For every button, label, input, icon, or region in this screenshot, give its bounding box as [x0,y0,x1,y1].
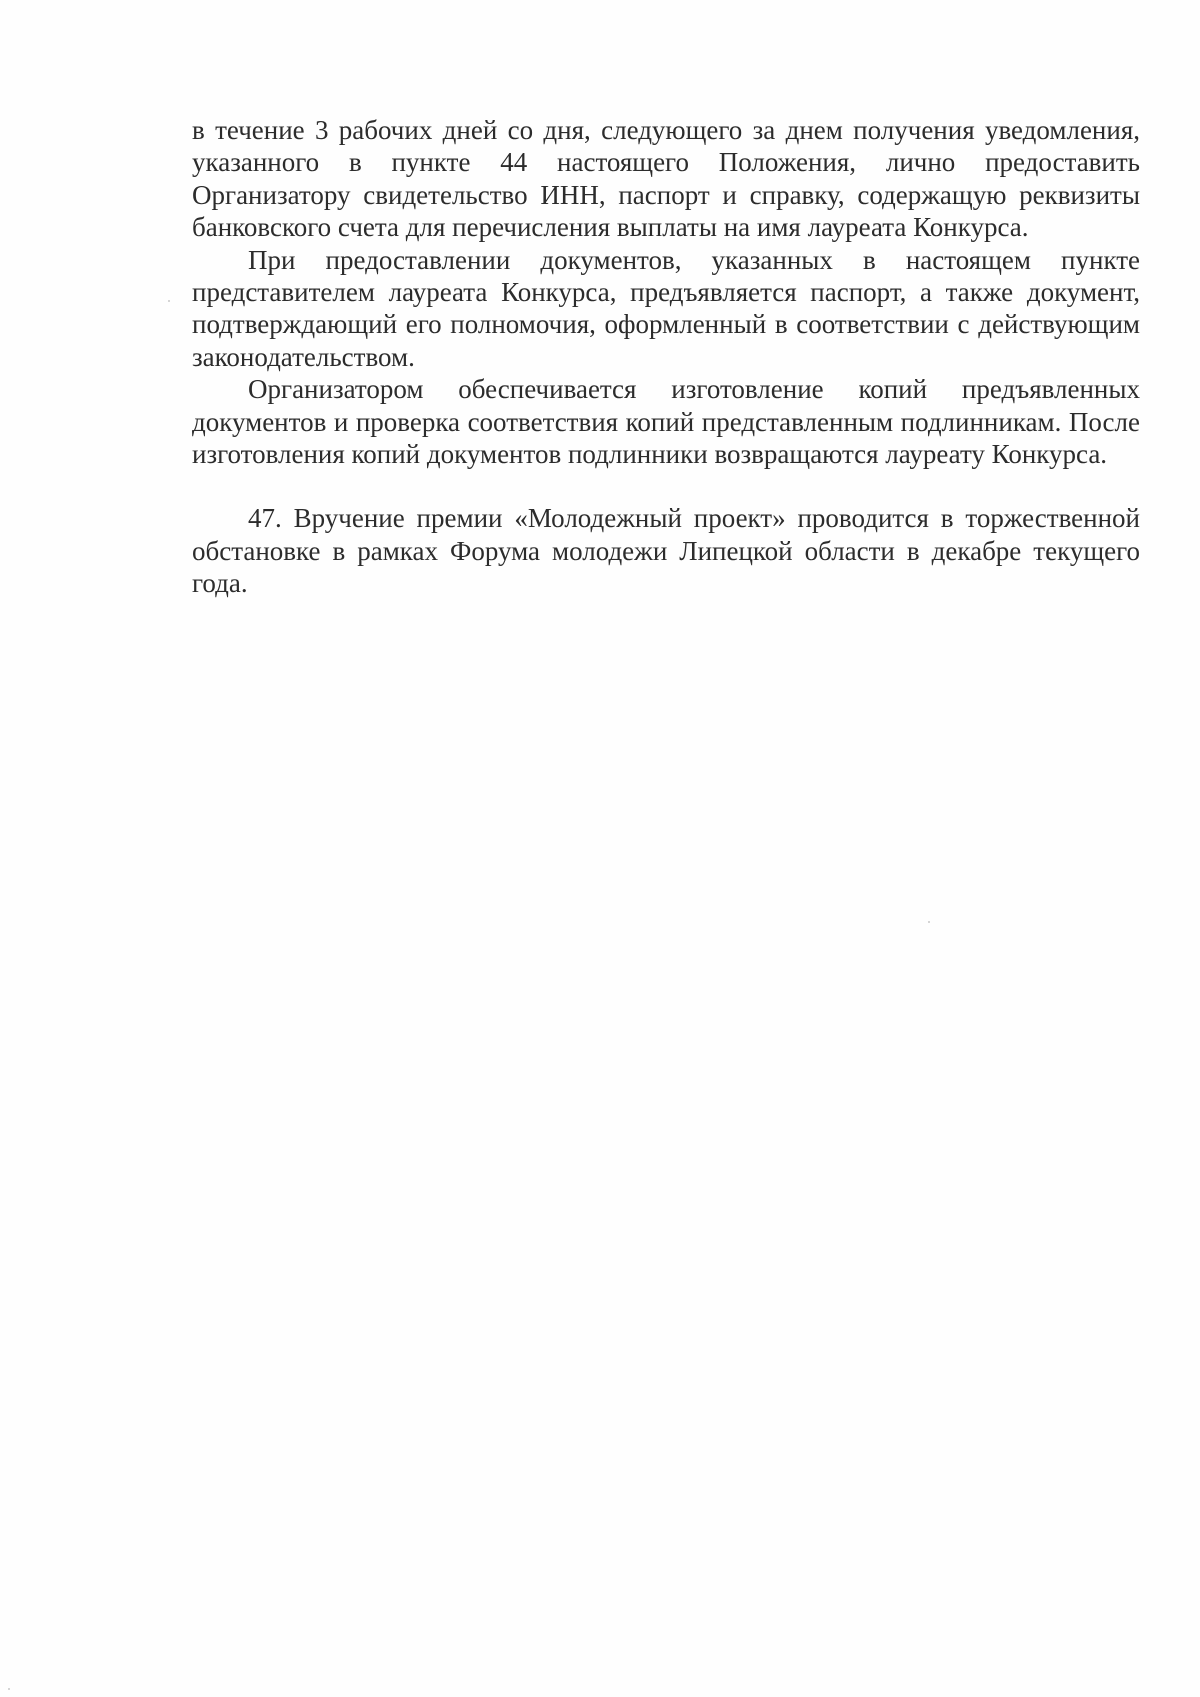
paragraph-47-award-ceremony: 47. Вручение премии «Молодежный проект» проводится в торжественной обстановке в рамках Форума молодежи Липецкой области в декабре текущего года. [192,503,1140,599]
paragraph-copies: Организатором обеспечивается изготовление копий предъявленных документов и проверка соответствия копий представленным подлинникам. После изготовления копий документов подлинники возвращаются лауреату Конкурса. [192,374,1140,470]
scan-speck [8,1688,10,1690]
paragraph-documents-submission: в течение 3 рабочих дней со дня, следующего за днем получения уведомления, указанного в пункте 44 настоящего Положения, лично предоставить Организатору свидетельство ИНН, паспорт и справку, содержащую реквизиты банковского счета для перечисления выплаты на имя лауреата Конкурса. [192,115,1140,243]
scan-speck [168,300,170,302]
paragraph-representative: При предоставлении документов, указанных в настоящем пункте представителем лауреата Конкурса, предъявляется паспорт, а также документ, подтверждающий его полномочия, оформленный в соответствии с действующим законодательством. [192,244,1140,372]
scan-speck [928,921,930,923]
document-body [192,114,1140,600]
